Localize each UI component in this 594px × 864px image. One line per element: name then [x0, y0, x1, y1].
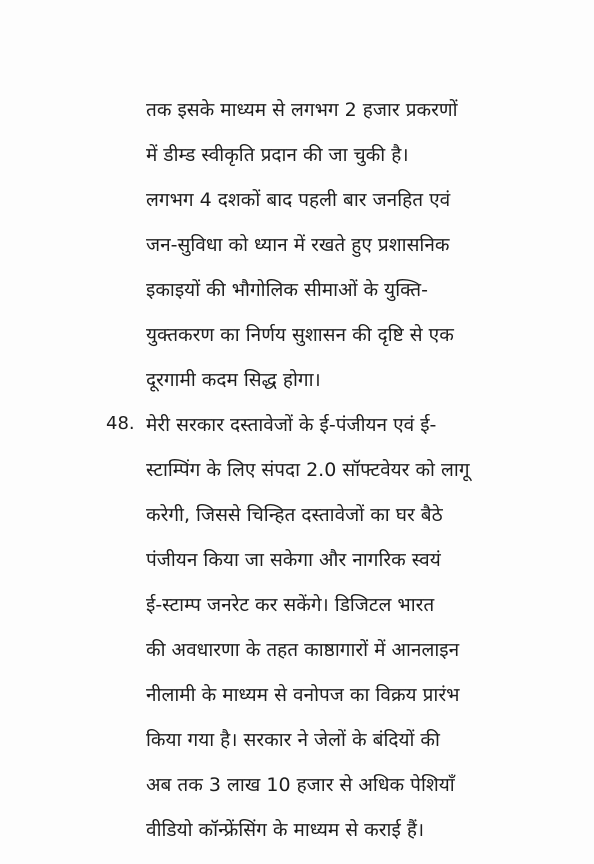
- text-line: की अवधारणा के तहत काष्ठागारों में आनलाइन: [146, 639, 460, 661]
- text-line: पंजीयन किया जा सकेगा और नागरिक स्वयं: [146, 549, 441, 571]
- text-line: वीडियो कॉन्फ्रेंसिंग के माध्यम से कराई हैं।: [146, 819, 425, 841]
- text-line: लगभग 4 दशकों बाद पहली बार जनहित एवं: [146, 189, 451, 211]
- paragraph-number: 48.: [106, 413, 135, 434]
- text-line: इकाइयों की भौगोलिक सीमाओं के युक्ति-: [146, 279, 428, 301]
- text-line: दूरगामी कदम सिद्ध होगा।: [146, 369, 321, 391]
- text-line: करेगी, जिससे चिन्हित दस्तावेजों का घर बैठे: [146, 504, 443, 526]
- text-line: अब तक 3 लाख 10 हजार से अधिक पेशियाँ: [146, 774, 455, 796]
- text-line: तक इसके माध्यम से लगभग 2 हजार प्रकरणों: [146, 99, 458, 121]
- text-line: में डीम्ड स्वीकृति प्रदान की जा चुकी है।: [146, 144, 409, 166]
- text-line: स्टाम्पिंग के लिए संपदा 2.0 सॉफ्टवेयर को लागू: [146, 459, 470, 481]
- text-line: नीलामी के माध्यम से वनोपज का विक्रय प्रारंभ: [146, 684, 460, 706]
- text-line: मेरी सरकार दस्तावेजों के ई-पंजीयन एवं ई-: [146, 414, 437, 436]
- text-line: युक्तकरण का निर्णय सुशासन की दृष्टि से एक: [146, 324, 454, 346]
- text-line: किया गया है। सरकार ने जेलों के बंदियों की: [146, 729, 440, 751]
- text-line: ई-स्टाम्प जनरेट कर सकेंगे। डिजिटल भारत: [146, 594, 435, 616]
- text-line: जन-सुविधा को ध्यान में रखते हुए प्रशासनिक: [146, 234, 450, 256]
